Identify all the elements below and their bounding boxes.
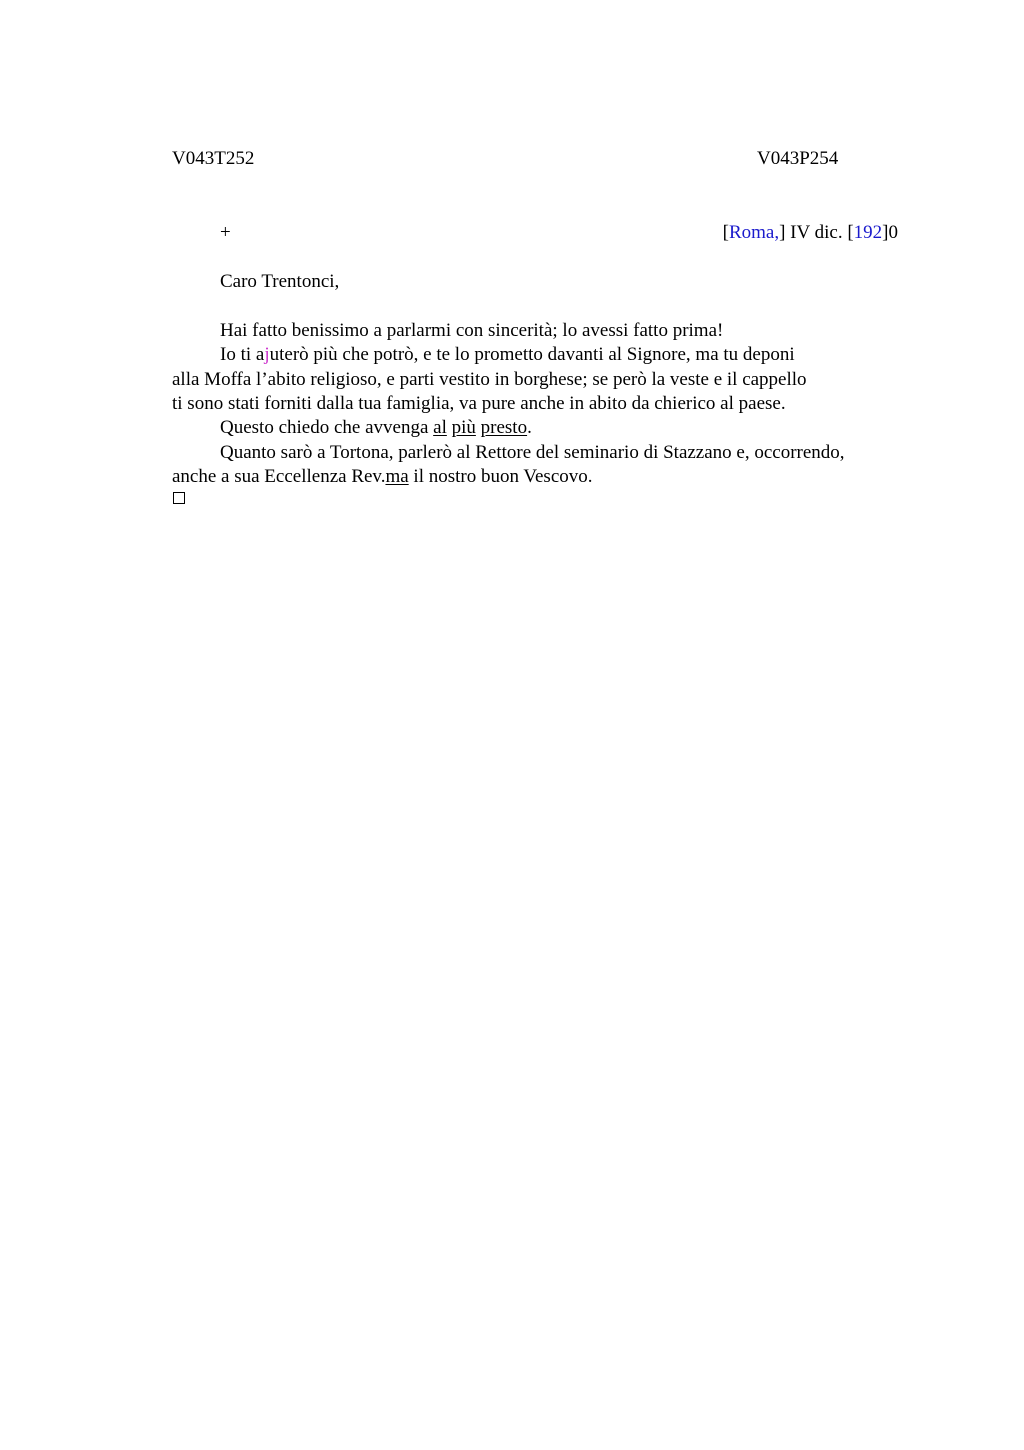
underlined-word-al: al bbox=[433, 417, 447, 438]
variant-letter-mark: j bbox=[264, 344, 270, 365]
paragraph-1: Hai fatto benissimo a parlarmi con sincerità; lo avessi fatto prima! bbox=[220, 320, 724, 341]
date-bracket-close: ] bbox=[779, 222, 786, 243]
header-right-code: V043P254 bbox=[757, 148, 839, 169]
paragraph-4-line-2-pre: anche a sua Eccellenza Rev. bbox=[172, 466, 386, 487]
paragraph-2-line-1-pre: Io ti a bbox=[220, 344, 265, 365]
paragraph-4-line-2-post: il nostro buon Vescovo. bbox=[408, 466, 593, 487]
end-of-document-box bbox=[173, 492, 185, 504]
date-place: Roma, bbox=[728, 222, 780, 243]
paragraph-2-line-3: ti sono stati forniti dalla tua famiglia, va pure anche in abito da chierico al paese. bbox=[172, 393, 786, 414]
date-year-digit: 0 bbox=[888, 222, 898, 243]
letter-date bbox=[723, 223, 898, 242]
date-year-bracket-open: [ bbox=[847, 222, 854, 243]
cross-mark: + bbox=[220, 222, 231, 243]
paragraph-3-post: . bbox=[527, 417, 532, 438]
paragraph-2-line-1 bbox=[220, 345, 795, 364]
paragraph-4-line-1: Quanto sarò a Tortona, parlerò al Rettore del seminario di Stazzano e, occorrendo, bbox=[220, 442, 845, 463]
date-bracket-open: [ bbox=[722, 222, 729, 243]
date-year-bracket-close: ] bbox=[882, 222, 889, 243]
paragraph-4-line-2 bbox=[172, 467, 593, 486]
date-day-month: IV dic. bbox=[785, 222, 848, 243]
underlined-word-presto: presto bbox=[480, 417, 528, 438]
paragraph-3-pre: Questo chiedo che avvenga bbox=[220, 417, 434, 438]
paragraph-2-line-1-post: uterò più che potrò, e te lo prometto davanti al Signore, ma tu deponi bbox=[269, 344, 795, 365]
salutation: Caro Trentonci, bbox=[220, 271, 340, 292]
header-left-code: V043T252 bbox=[172, 148, 255, 169]
paragraph-2-line-2: alla Moffa l’abito religioso, e parti vestito in borghese; se però la veste e il cappello bbox=[172, 369, 807, 390]
paragraph-3 bbox=[220, 418, 532, 437]
underlined-word-piu: più bbox=[451, 417, 476, 438]
date-year-inserted: 192 bbox=[853, 222, 883, 243]
underlined-abbrev-ma: ma bbox=[385, 466, 409, 487]
